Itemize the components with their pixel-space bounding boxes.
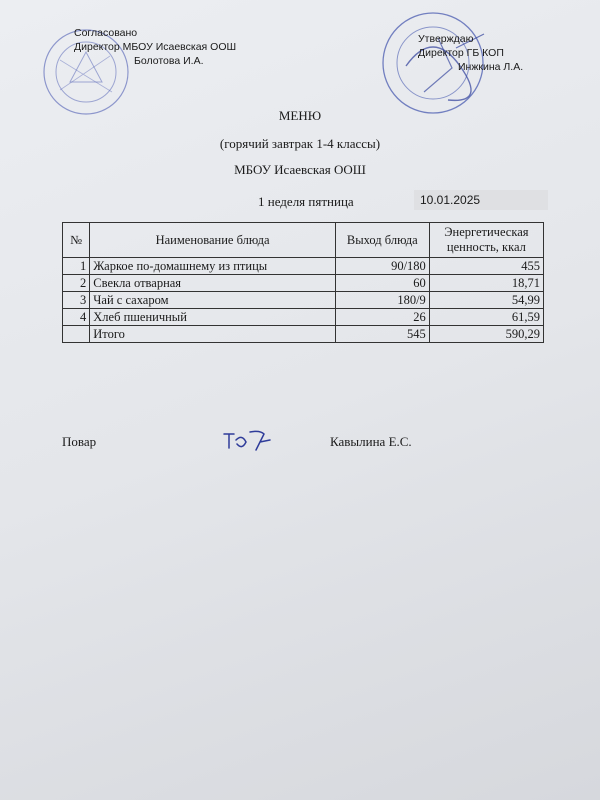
row-name: Чай с сахаром (90, 292, 336, 309)
row-num: 1 (63, 258, 90, 275)
table-total-row (63, 326, 544, 343)
approval-left-block (74, 26, 236, 68)
row-output: 180/9 (335, 292, 429, 309)
menu-table (62, 222, 544, 343)
row-name: Хлеб пшеничный (90, 309, 336, 326)
approval-right-position: Директор ГБ КОП (418, 47, 504, 59)
approval-left-position: Директор МБОУ Исаевская ООШ (74, 41, 237, 53)
row-output: 60 (335, 275, 429, 292)
row-energy: 54,99 (429, 292, 543, 309)
cook-signature (220, 424, 280, 454)
table-row (63, 258, 544, 275)
menu-date: 10.01.2025 (414, 190, 548, 210)
table-header-row (63, 223, 544, 258)
table-row (63, 309, 544, 326)
cook-label: Повар (62, 434, 97, 449)
total-label: Итого (90, 326, 336, 343)
header-num: № (63, 223, 90, 258)
header-name: Наименование блюда (90, 223, 336, 258)
row-num: 4 (63, 309, 90, 326)
approval-right-block (418, 32, 523, 74)
row-energy: 455 (429, 258, 543, 275)
row-name: Жаркое по-домашнему из птицы (90, 258, 336, 275)
school-name: МБОУ Исаевская ООШ (234, 162, 366, 177)
row-name: Свекла отварная (90, 275, 336, 292)
row-num: 2 (63, 275, 90, 292)
total-energy: 590,29 (429, 326, 543, 343)
menu-subtitle: (горячий завтрак 1-4 классы) (219, 136, 381, 151)
week-day-label: 1 неделя пятница (258, 194, 354, 209)
approval-left-title: Согласовано (74, 27, 138, 39)
row-energy: 18,71 (429, 275, 543, 292)
approval-left-name: Болотова И.А. (134, 55, 204, 67)
header-energy: Энергетическая ценность, ккал (429, 223, 543, 258)
cook-name: Кавылина Е.С. (330, 434, 412, 449)
row-output: 26 (335, 309, 429, 326)
approval-right-title: Утверждаю (418, 33, 474, 45)
row-output: 90/180 (335, 258, 429, 275)
table-row (63, 292, 544, 309)
approval-right-name: Инжкина Л.А. (458, 61, 524, 73)
row-energy: 61,59 (429, 309, 543, 326)
total-num (63, 326, 90, 343)
table-row (63, 275, 544, 292)
total-output: 545 (335, 326, 429, 343)
header-output: Выход блюда (335, 223, 429, 258)
page-title: МЕНЮ (278, 108, 322, 123)
row-num: 3 (63, 292, 90, 309)
